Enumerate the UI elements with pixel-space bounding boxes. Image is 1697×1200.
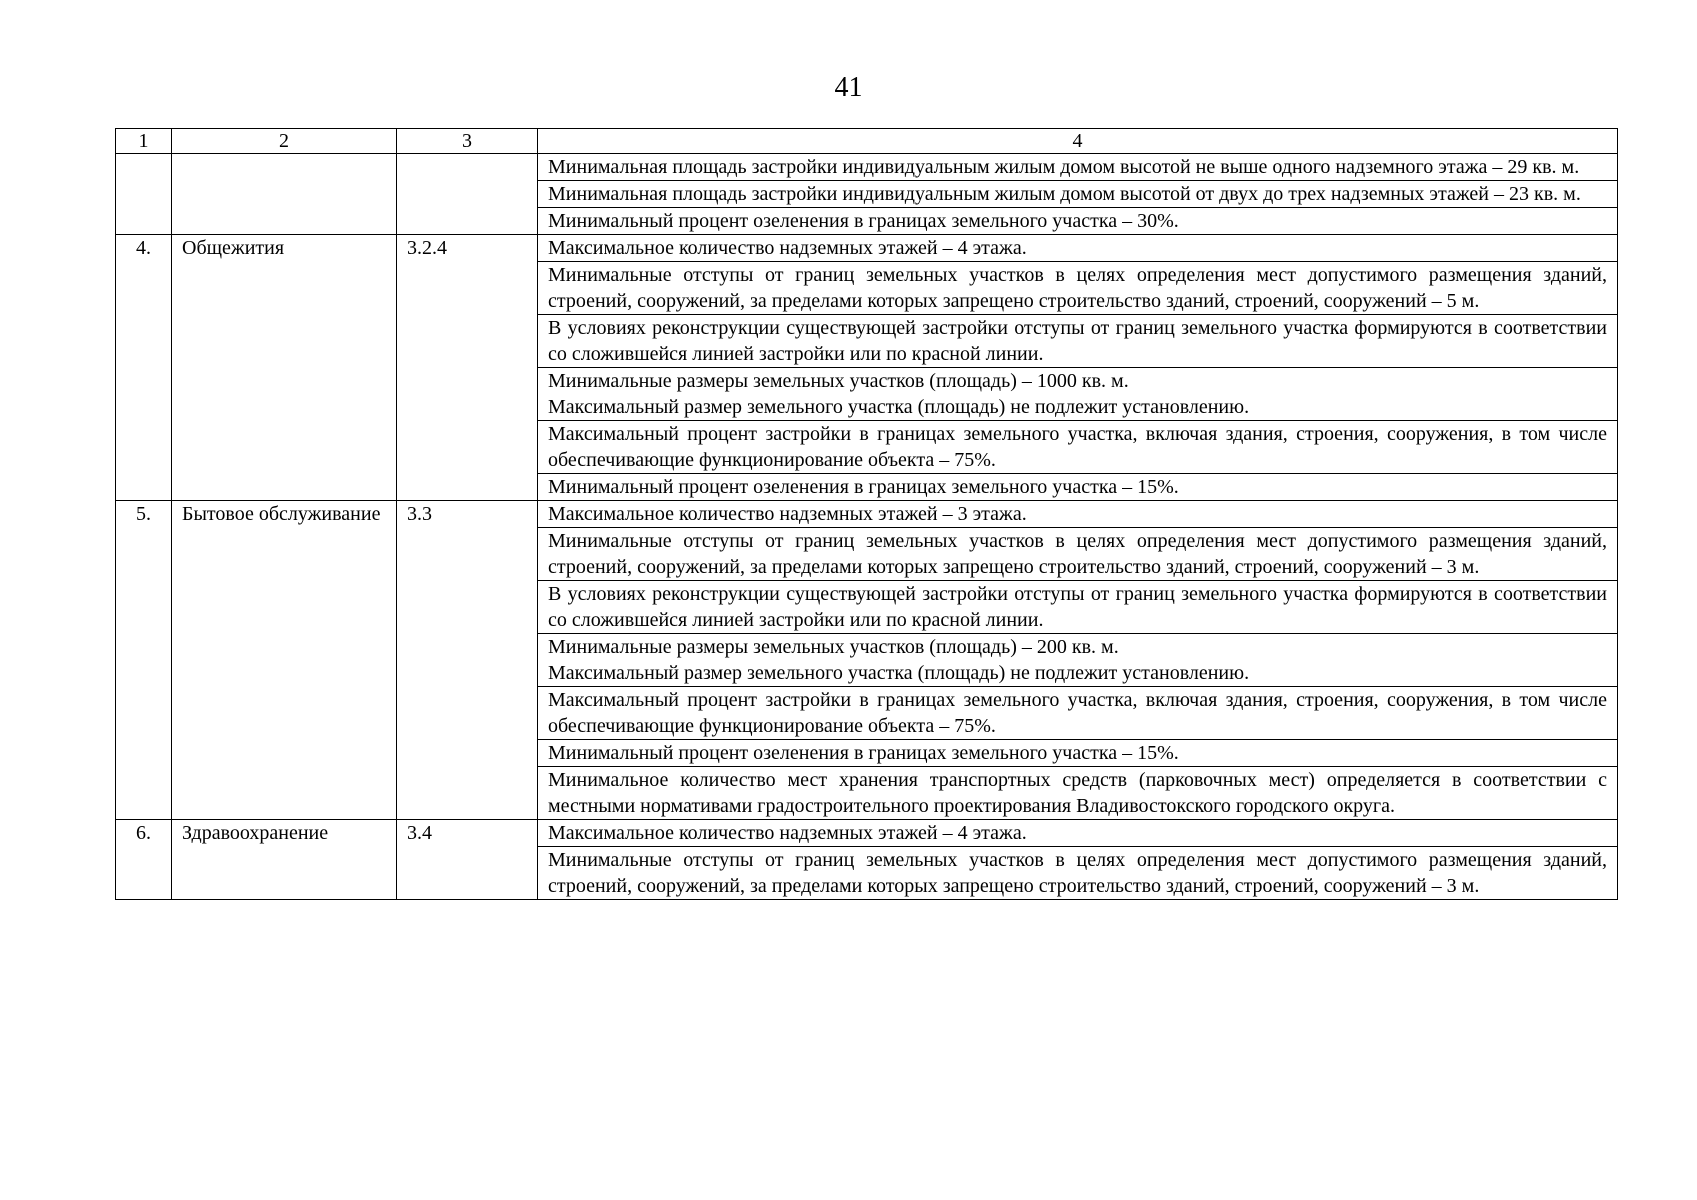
table-row bbox=[116, 501, 1618, 528]
header-col-2: 2 bbox=[172, 129, 397, 154]
requirement-cell: Минимальная площадь застройки индивидуальным жилым домом высотой от двух до трех надземных этажей – 23 кв. м. bbox=[538, 181, 1618, 208]
table-body bbox=[116, 154, 1618, 900]
cell-name: Общежития bbox=[172, 235, 397, 501]
cell-code bbox=[397, 154, 538, 235]
requirement-cell bbox=[538, 368, 1618, 421]
requirement-cell: Минимальный процент озеленения в границах земельного участка – 15%. bbox=[538, 474, 1618, 501]
requirement-cell bbox=[538, 634, 1618, 687]
cell-num: 4. bbox=[116, 235, 172, 501]
page-number: 41 bbox=[834, 72, 863, 103]
cell-num: 5. bbox=[116, 501, 172, 820]
requirement-line: Максимальный размер земельного участка (площадь) не подлежит установлению. bbox=[548, 396, 1250, 418]
requirement-cell: В условиях реконструкции существующей застройки отступы от границ земельного участка формируются в соответствии со сложившейся линией застройки или по красной линии. bbox=[538, 315, 1618, 368]
requirement-cell: Минимальный процент озеленения в границах земельного участка – 15%. bbox=[538, 740, 1618, 767]
cell-code: 3.3 bbox=[397, 501, 538, 820]
requirement-cell: Минимальная площадь застройки индивидуальным жилым домом высотой не выше одного надземного этажа – 29 кв. м. bbox=[538, 154, 1618, 181]
header-col-3: 3 bbox=[397, 129, 538, 154]
requirement-line: Максимальный размер земельного участка (площадь) не подлежит установлению. bbox=[548, 662, 1250, 684]
table-row bbox=[116, 235, 1618, 262]
requirement-cell: Максимальный процент застройки в границах земельного участка, включая здания, строения, сооружения, в том числе обеспечивающие функционирование объекта – 75%. bbox=[538, 687, 1618, 740]
cell-code: 3.4 bbox=[397, 820, 538, 900]
cell-name bbox=[172, 154, 397, 235]
table-row bbox=[116, 820, 1618, 847]
cell-num bbox=[116, 154, 172, 235]
regulations-table bbox=[115, 128, 1618, 900]
requirement-cell: Максимальное количество надземных этажей – 3 этажа. bbox=[538, 501, 1618, 528]
requirement-cell: Минимальные отступы от границ земельных участков в целях определения мест допустимого размещения зданий, строений, сооружений, за пределами которых запрещено строительство зданий, строений, сооружений – 3 м. bbox=[538, 847, 1618, 900]
requirement-cell: Минимальные отступы от границ земельных участков в целях определения мест допустимого размещения зданий, строений, сооружений, за пределами которых запрещено строительство зданий, строений, сооружений – 3 м. bbox=[538, 528, 1618, 581]
table-header bbox=[116, 129, 1618, 154]
requirement-cell: Минимальные отступы от границ земельных участков в целях определения мест допустимого размещения зданий, строений, сооружений, за пределами которых запрещено строительство зданий, строений, сооружений – 5 м. bbox=[538, 262, 1618, 315]
requirement-cell: Максимальный процент застройки в границах земельного участка, включая здания, строения, сооружения, в том числе обеспечивающие функционирование объекта – 75%. bbox=[538, 421, 1618, 474]
requirement-cell: Максимальное количество надземных этажей – 4 этажа. bbox=[538, 820, 1618, 847]
requirement-line: Минимальные размеры земельных участков (площадь) – 200 кв. м. bbox=[548, 636, 1119, 658]
cell-num: 6. bbox=[116, 820, 172, 900]
cell-code: 3.2.4 bbox=[397, 235, 538, 501]
requirement-cell: В условиях реконструкции существующей застройки отступы от границ земельного участка формируются в соответствии со сложившейся линией застройки или по красной линии. bbox=[538, 581, 1618, 634]
requirement-line: Минимальные размеры земельных участков (площадь) – 1000 кв. м. bbox=[548, 370, 1129, 392]
requirement-cell: Минимальный процент озеленения в границах земельного участка – 30%. bbox=[538, 208, 1618, 235]
table-row bbox=[116, 154, 1618, 181]
requirement-cell: Минимальное количество мест хранения транспортных средств (парковочных мест) определяется в соответствии с местными нормативами градостроительного проектирования Владивостокского городского округа. bbox=[538, 767, 1618, 820]
header-row bbox=[116, 129, 1618, 154]
header-col-1: 1 bbox=[116, 129, 172, 154]
requirement-cell: Максимальное количество надземных этажей – 4 этажа. bbox=[538, 235, 1618, 262]
cell-name: Здравоохранение bbox=[172, 820, 397, 900]
cell-name: Бытовое обслуживание bbox=[172, 501, 397, 820]
header-col-4: 4 bbox=[538, 129, 1618, 154]
